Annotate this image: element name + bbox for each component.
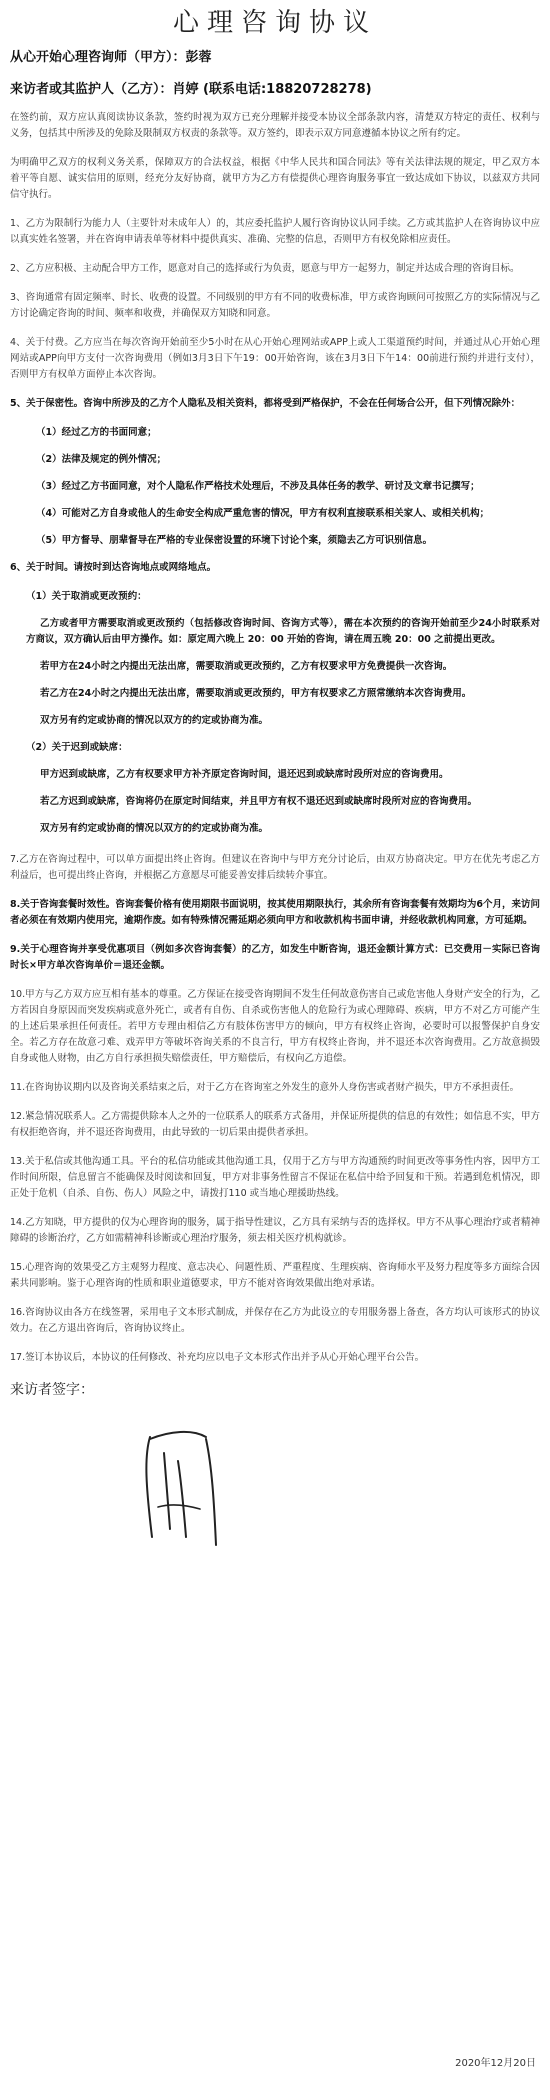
clause-9: 9.关于心理咨询并享受优惠项目（例如多次咨询套餐）的乙方，如发生中断咨询，退还金额计算方式：已交费用－实际已咨询时长×甲方单次咨询单价＝退还金额。 [10,944,540,971]
clause-5-item-3: （3）经过乙方书面同意，对个人隐私作严格技术处理后，不涉及具体任务的教学、研讨及文章书记撰写； [36,481,480,492]
clause-4: 4、关于付费。乙方应当在每次咨询开始前至少5小时在从心开始心理网站或APP上或人工渠道预约时间，并通过从心开始心理网站或APP向甲方支付一次咨询费用（例如3月3日下午19：00开始咨询，该在3月3日下午14：00前进行预约并进行支付），否则甲方有权单方面停止本次咨询。 [10,337,540,380]
clause-14: 14.乙方知晓，甲方提供的仅为心理咨询的服务，属于指导性建议，乙方具有采纳与否的选择权。甲方不从事心理治疗或者精神障碍的诊断治疗，乙方如需精神科诊断或心理治疗服务，须去相关医疗机构就诊。 [10,1217,540,1244]
clause-16: 16.咨询协议由各方在线签署，采用电子文本形式制成，并保存在乙方为此设立的专用服务器上备查，各方均认可该形式的协议效力。在乙方退出咨询后，咨询协议终止。 [10,1307,540,1334]
clause-6-1-text: 乙方或者甲方需要取消或更改预约（包括修改咨询时间、咨询方式等），需在本次预约的咨询开始前至少24小时联系对方商议，双方确认后由甲方操作。如：原定周六晚上 20：00 开始的咨询，请在周五晚 20：00 之前提出更改。 [26,618,540,645]
intro-paragraph-2: 为明确甲乙双方的权利义务关系，保障双方的合法权益，根据《中华人民共和国合同法》等有关法律法规的规定，甲乙双方本着平等自愿、诚实信用的原则，经充分友好协商，就甲方为乙方有偿提供心理咨询服务事宜一致达成如下协议，以兹双方共同信守执行。 [10,157,540,200]
clause-13: 13.关于私信或其他沟通工具。平台的私信功能或其他沟通工具，仅用于乙方与甲方沟通预约时间更改等事务性内容，因甲方工作时间所限，信息留言不能确保及时阅读和回复，甲方对非事务性留言不保证在私信中给予回复和干预。若遇到危机情况，即正处于危机（自杀、自伤、伤人）风险之中，请拨打110 或当地心理援助热线。 [10,1156,540,1199]
clause-6-1-b: 若乙方在24小时之内提出无法出席，需要取消或更改预约，甲方有权要求乙方照常缴纳本次咨询费用。 [40,688,472,699]
handwritten-signature [120,1417,240,1557]
clause-6-2-b: 若乙方迟到或缺席，咨询将仍在原定时间结束，并且甲方有权不退还迟到或缺席时段所对应的咨询费用。 [40,796,478,807]
clause-3: 3、咨询通常有固定频率、时长、收费的设置。不同级别的甲方有不同的收费标准，甲方或咨询顾问可按照乙方的实际情况与乙方讨论确定咨询的时间、频率和收费，并确保双方知晓和同意。 [10,292,540,319]
clause-5-item-1: （1）经过乙方的书面同意； [36,427,157,438]
intro-paragraph-1: 在签约前，双方应认真阅读协议条款，签约时视为双方已充分理解并接受本协议全部条款内容，清楚双方特定的责任、权利与义务，包括其中所涉及的免除及限制双方权责的条款等。双方签约，即表示双方同意遵循本协议之所有约定。 [10,112,540,139]
clause-5-item-5: （5）甲方督导、朋辈督导在严格的专业保密设置的环境下讨论个案，须隐去乙方可识别信息。 [36,535,433,546]
clause-15: 15.心理咨询的效果受乙方主观努力程度、意志决心、问题性质、严重程度、生理疾病、咨询师水平及努力程度等多方面综合因素共同影响。鉴于心理咨询的性质和职业道德要求，甲方不能对咨询效果做出绝对承诺。 [10,1262,540,1289]
signing-date: 2020年12月20日 [455,2058,536,2069]
clause-6-2-a: 甲方迟到或缺席，乙方有权要求甲方补齐原定咨询时间，退还迟到或缺席时段所对应的咨询费用。 [40,769,449,780]
clause-10: 10.甲方与乙方双方应互相有基本的尊重。乙方保证在接受咨询期间不发生任何故意伤害自己或危害他人身财产安全的行为，乙方若因自身原因而突发疾病或意外死亡，或者有自伤、自杀或伤害他人的危险行为或心理障碍、疾病，甲方不对乙方可能产生的上述后果承担任何责任。若甲方专理由相信乙方有肢体伤害甲方的倾向，甲方有权终止咨询，必要时可以报警保护自身安全。若乙方存在故意刁难、戏弄甲方等破坏咨询关系的不良言行，甲方有权终止咨询，并不退还本次咨询费用。乙方故意损毁自身或他人财物，由乙方自行承担损失赔偿责任，甲方赔偿后，有权向乙方追偿。 [10,989,540,1064]
clause-6-1-c: 双方另有约定或协商的情况以双方的约定或协商为准。 [40,715,269,726]
clause-6-2-c: 双方另有约定或协商的情况以双方的约定或协商为准。 [40,823,269,834]
clause-11: 11.在咨询协议期内以及咨询关系结束之后，对于乙方在咨询室之外发生的意外人身伤害或者财产损失，甲方不承担责任。 [10,1082,520,1093]
client-line: 来访者或其监护人（乙方）：肖婷 (联系电话:18820728278) [10,82,372,97]
clause-6: 6、关于时间。请按时到达咨询地点或网络地点。 [10,562,217,573]
counselor-line: 从心开始心理咨询师（甲方）：彭蓉 [10,50,212,65]
clause-6-2-title: （2）关于迟到或缺席： [26,742,128,753]
clause-12: 12.紧急情况联系人。乙方需提供除本人之外的一位联系人的联系方式备用，并保证所提供的信息的有效性；如信息不实，甲方有权拒绝咨询，并不退还咨询费用，由此导致的一切后果由提供者承担。 [10,1111,540,1138]
clause-5: 5、关于保密性。咨询中所涉及的乙方个人隐私及相关资料，都将受到严格保护，不会在任何场合公开，但下列情况除外： [10,398,521,409]
clause-17: 17.签订本协议后，本协议的任何修改、补充均应以电子文本形式作出并予从心开始心理平台公告。 [10,1352,425,1363]
clause-7: 7.乙方在咨询过程中，可以单方面提出终止咨询。但建议在咨询中与甲方充分讨论后，由双方协商决定。甲方在优先考虑乙方利益后，也可提出终止咨询，并根据乙方意愿尽可能妥善安排后续转介事宜。 [10,854,540,881]
page-title: 心理咨询协议 [172,8,377,38]
clause-6-1-a: 若甲方在24小时之内提出无法出席，需要取消或更改预约，乙方有权要求甲方免费提供一次咨询。 [40,661,453,672]
signature-label: 来访者签字： [10,1382,94,1398]
clause-2: 2、乙方应积极、主动配合甲方工作，愿意对自己的选择或行为负责，愿意与甲方一起努力，制定并达成合理的咨询目标。 [10,263,520,274]
clause-6-1-title: （1）关于取消或更改预约： [26,591,147,602]
clause-1: 1、乙方为限制行为能力人（主要针对未成年人）的，其应委托监护人履行咨询协议认同手续。乙方或其监护人在咨询协议中应以真实姓名签署，并在咨询申请表单等材料中提供真实、准确、完整的信息，否则甲方有权免除相应责任。 [10,218,540,245]
clause-5-item-2: （2）法律及规定的例外情况； [36,454,167,465]
clause-8: 8.关于咨询套餐时效性。咨询套餐价格有使用期限书面说明，按其使用期限执行，其余所有咨询套餐有效期均为6个月，来访问者必须在有效期内使用完，逾期作废。如有特殊情况需延期必须向甲方和收款机构书面申请，并经收款机构同意，方可延期。 [10,899,540,926]
clause-5-item-4: （4）可能对乙方自身或他人的生命安全构成严重危害的情况，甲方有权利直接联系相关家人、或相关机构； [36,508,490,519]
